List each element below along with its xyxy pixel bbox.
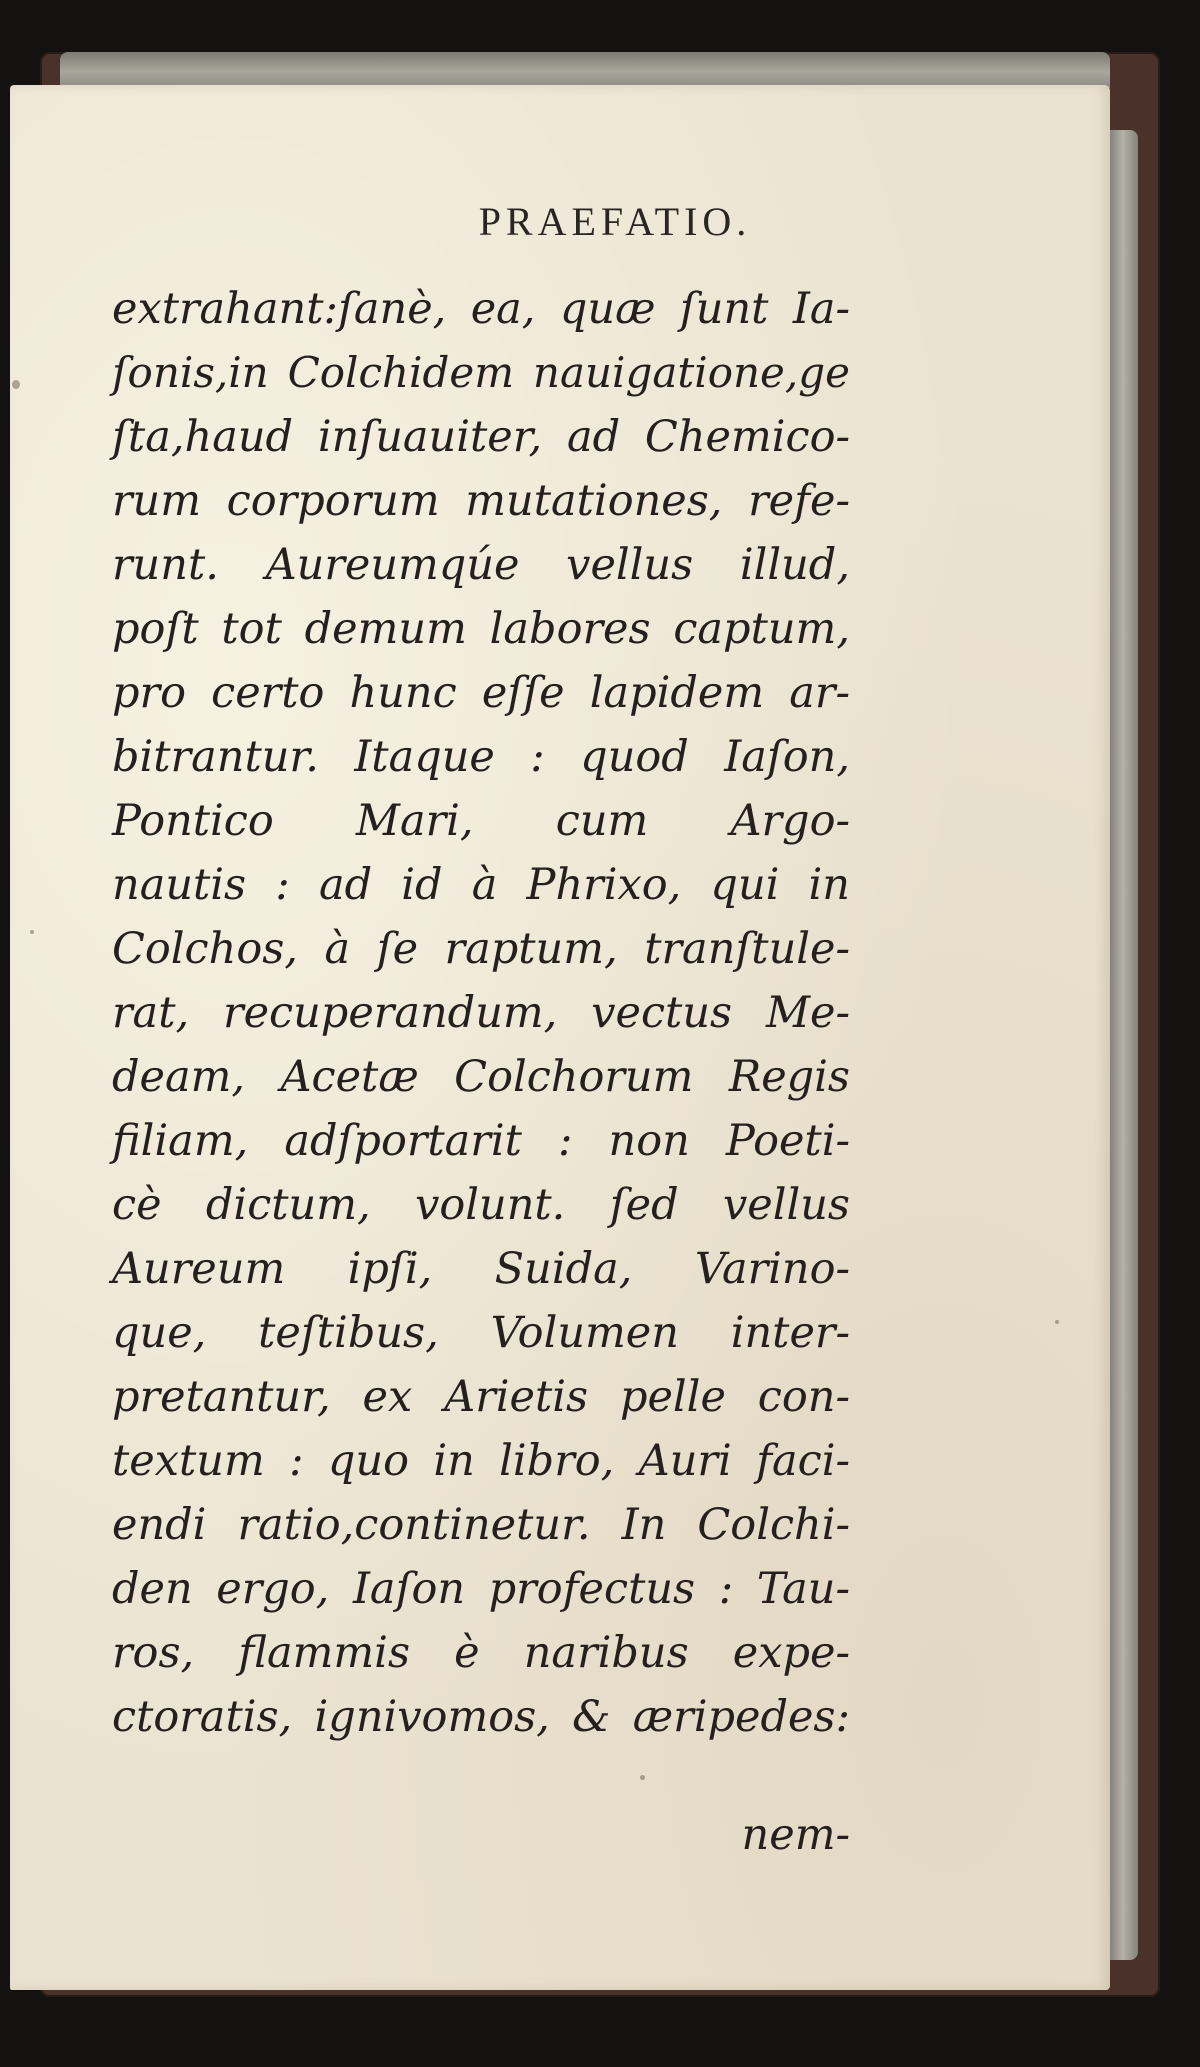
running-head: PRAEFATIO. [478,199,752,244]
text-line: bitrantur. Itaque : quod Iaſon, [112,732,850,782]
paper-speck [1055,1320,1059,1324]
text-line: ſta,haud inſuauiter, ad Chemico- [112,412,850,462]
text-line: endi ratio,continetur. In Colchi- [112,1500,850,1550]
text-line: filiam, adſportarit : non Poeti- [112,1116,850,1166]
text-line: ſonis,in Colchidem nauigatione,ge [112,348,850,397]
text-line: textum : quo in libro, Auri faci- [112,1436,850,1486]
text-line: rat, recuperandum, vectus Me- [112,988,850,1038]
text-line: que, teſtibus, Volumen inter- [112,1308,850,1358]
text-line: pretantur, ex Arietis pelle con- [112,1372,850,1422]
text-line: pro certo hunc eſſe lapidem ar- [112,668,850,718]
paper-speck [30,930,34,934]
top-page-edges [60,52,1110,88]
text-line: rum corporum mutationes, refe- [112,476,850,526]
text-line: runt. Aureumqúe vellus illud, [112,540,850,590]
text-line: poſt tot demum labores captum, [112,604,850,654]
text-line: Aureum ipſi, Suida, Varino- [112,1244,850,1294]
catchword: nem- [741,1810,850,1860]
text-line: deam, Acetæ Colchorum Regis [112,1052,850,1102]
paper-speck [640,1775,645,1780]
text-line: den ergo, Iaſon profectus : Tau- [112,1564,850,1614]
text-line: extrahant:ſanè, ea, quæ ſunt Ia- [112,284,850,334]
paper-speck [12,380,20,389]
text-line: ros, flammis è naribus expe- [112,1628,850,1678]
body-text [112,277,850,1749]
text-line: Colchos, à ſe raptum, tranſtule- [112,924,850,974]
text-line: ctoratis, ignivomos, & æripedes: [112,1692,850,1742]
text-line: cè dictum, volunt. ſed vellus [112,1180,850,1230]
text-line: nautis : ad id à Phrixo, qui in [112,860,850,910]
text-line: Pontico Mari, cum Argo- [112,796,850,846]
